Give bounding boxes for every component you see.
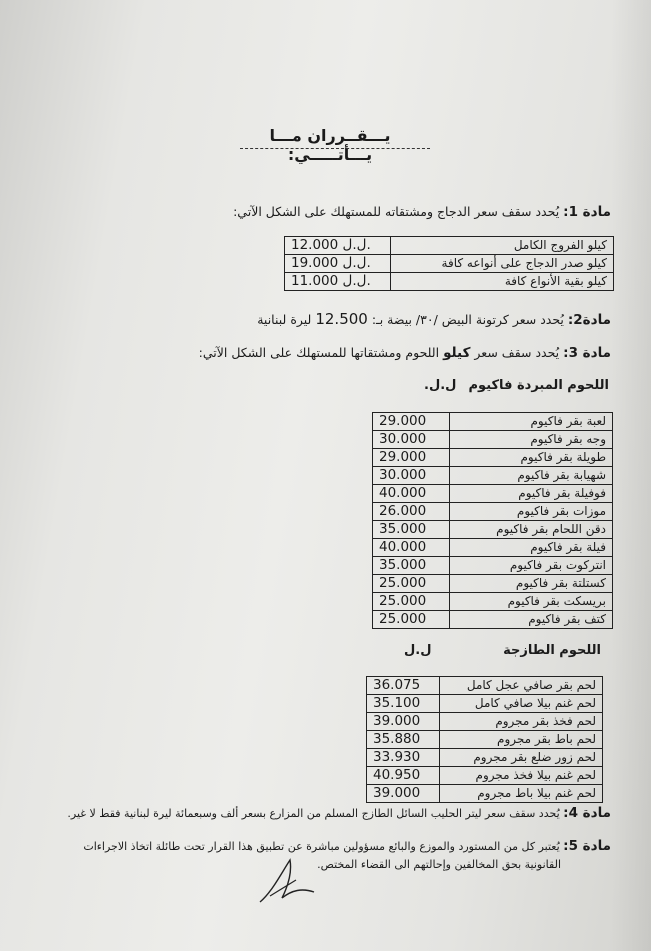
table-row: [367, 749, 603, 767]
item-cell: لحم بقر صافي عجل كامل: [440, 677, 603, 695]
article-1-text: يُحدد سقف سعر الدجاج ومشتقاته للمستهلك على الشكل الآتي:: [233, 204, 560, 219]
article-3-bold-word: كيلو: [443, 345, 471, 361]
price-cell: 12.000 ل.ل.: [285, 237, 391, 255]
poultry-price-table: [284, 236, 614, 291]
frozen-meat-title: اللحوم المبردة فاكيوم: [468, 378, 609, 393]
item-cell: كيلو صدر الدجاج على أنواعه كافة: [391, 255, 614, 273]
article-3-text-before: يُحدد سقف سعر: [474, 345, 560, 360]
frozen-unit-label: ل.ل.: [424, 378, 457, 393]
price-cell: 26.000: [373, 503, 450, 521]
article-5-label: مادة 5:: [563, 838, 611, 854]
article-4-label: مادة 4:: [563, 805, 611, 821]
frozen-meat-table: [372, 412, 613, 629]
table-row: [373, 611, 613, 629]
table-row: [285, 273, 614, 291]
table-row: [373, 449, 613, 467]
table-row: [373, 521, 613, 539]
item-cell: لحم غنم بيلا صافي كامل: [440, 695, 603, 713]
table-row: [367, 713, 603, 731]
price-cell: 35.880: [367, 731, 440, 749]
price-cell: 29.000: [373, 449, 450, 467]
table-row: [373, 413, 613, 431]
article-1-label: مادة 1:: [563, 204, 611, 220]
price-cell: 39.000: [367, 713, 440, 731]
price-cell: 36.075: [367, 677, 440, 695]
table-row: [373, 431, 613, 449]
article-5-line-1: يُعتبر كل من المستورد والموزع والبائع مسؤولين مباشرة عن تطبيق هذا القرار تحت طائلة اتخاذ الاجراءات: [83, 840, 560, 853]
article-3: [199, 345, 611, 361]
item-cell: لعبة بقر فاكيوم: [450, 413, 613, 431]
table-row: [373, 557, 613, 575]
decision-heading: [230, 126, 430, 164]
item-cell: كيلو الفروج الكامل: [391, 237, 614, 255]
price-cell: 40.000: [373, 539, 450, 557]
table-row: [367, 695, 603, 713]
price-cell: 29.000: [373, 413, 450, 431]
fresh-meat-title: اللحوم الطازجة: [503, 643, 601, 658]
article-1: [233, 204, 611, 220]
heading-underline: [240, 148, 430, 149]
item-cell: كيلو بقية الأنواع كافة: [391, 273, 614, 291]
price-cell: 30.000: [373, 467, 450, 485]
handwritten-signature: [252, 852, 322, 912]
article-3-label: مادة 3:: [563, 345, 611, 361]
table-row: [285, 255, 614, 273]
heading-text: يـــقــرران مـــا يـــأتـــــي:: [269, 126, 391, 164]
article-2-unit: ليرة لبنانية: [257, 312, 312, 327]
article-2-label: مادة2:: [567, 312, 611, 328]
table-row: [373, 503, 613, 521]
table-row: [373, 485, 613, 503]
item-cell: فيلة بقر فاكيوم: [450, 539, 613, 557]
item-cell: لحم باط بقر مجروم: [440, 731, 603, 749]
item-cell: لحم فخذ بقر مجروم: [440, 713, 603, 731]
table-row: [373, 539, 613, 557]
item-cell: فوفيلة بقر فاكيوم: [450, 485, 613, 503]
price-cell: 19.000 ل.ل.: [285, 255, 391, 273]
item-cell: دقن اللحام بقر فاكيوم: [450, 521, 613, 539]
price-cell: 40.000: [373, 485, 450, 503]
fresh-unit-label: ل.ل: [404, 643, 432, 658]
item-cell: لحم زور ضلع بقر مجروم: [440, 749, 603, 767]
table-row: [367, 767, 603, 785]
item-cell: موزات بقر فاكيوم: [450, 503, 613, 521]
table-row: [285, 237, 614, 255]
item-cell: شهيابة بقر فاكيوم: [450, 467, 613, 485]
item-cell: كتف بقر فاكيوم: [450, 611, 613, 629]
price-cell: 39.000: [367, 785, 440, 803]
price-cell: 25.000: [373, 593, 450, 611]
price-cell: 25.000: [373, 575, 450, 593]
price-cell: 11.000 ل.ل.: [285, 273, 391, 291]
page-shadow: [611, 0, 651, 951]
item-cell: طويلة بقر فاكيوم: [450, 449, 613, 467]
table-row: [367, 785, 603, 803]
price-cell: 35.000: [373, 557, 450, 575]
article-5-line-2: القانونية بحق المخالفين وإحالتهم الى القضاء المختص.: [317, 858, 561, 871]
price-cell: 35.000: [373, 521, 450, 539]
item-cell: بريسكت بقر فاكيوم: [450, 593, 613, 611]
article-5: [83, 838, 611, 854]
article-2-text: يُحدد سعر كرتونة البيض /٣٠/ بيضة بـ:: [371, 312, 564, 327]
item-cell: وجه بقر فاكيوم: [450, 431, 613, 449]
fresh-meat-table: [366, 676, 603, 803]
price-cell: 25.000: [373, 611, 450, 629]
article-4: [67, 805, 611, 821]
item-cell: انتركوت بقر فاكيوم: [450, 557, 613, 575]
table-row: [373, 593, 613, 611]
table-row: [373, 467, 613, 485]
item-cell: كستلتة بقر فاكيوم: [450, 575, 613, 593]
item-cell: لحم غنم بيلا باط مجروم: [440, 785, 603, 803]
price-cell: 40.950: [367, 767, 440, 785]
price-cell: 30.000: [373, 431, 450, 449]
table-row: [373, 575, 613, 593]
price-cell: 33.930: [367, 749, 440, 767]
article-3-text-after: اللحوم ومشتقاتها للمستهلك على الشكل الآتي:: [198, 345, 440, 360]
article-4-text: يُحدد سقف سعر ليتر الحليب السائل الطازج المسلم من المزارع بسعر ألف وسبعمائة ليرة لبنانية فقط لا غير.: [67, 807, 560, 820]
table-row: [367, 731, 603, 749]
price-cell: 35.100: [367, 695, 440, 713]
article-2: [257, 310, 611, 328]
table-row: [367, 677, 603, 695]
item-cell: لحم غنم بيلا فخذ مجروم: [440, 767, 603, 785]
egg-price: 12.500: [315, 310, 368, 328]
